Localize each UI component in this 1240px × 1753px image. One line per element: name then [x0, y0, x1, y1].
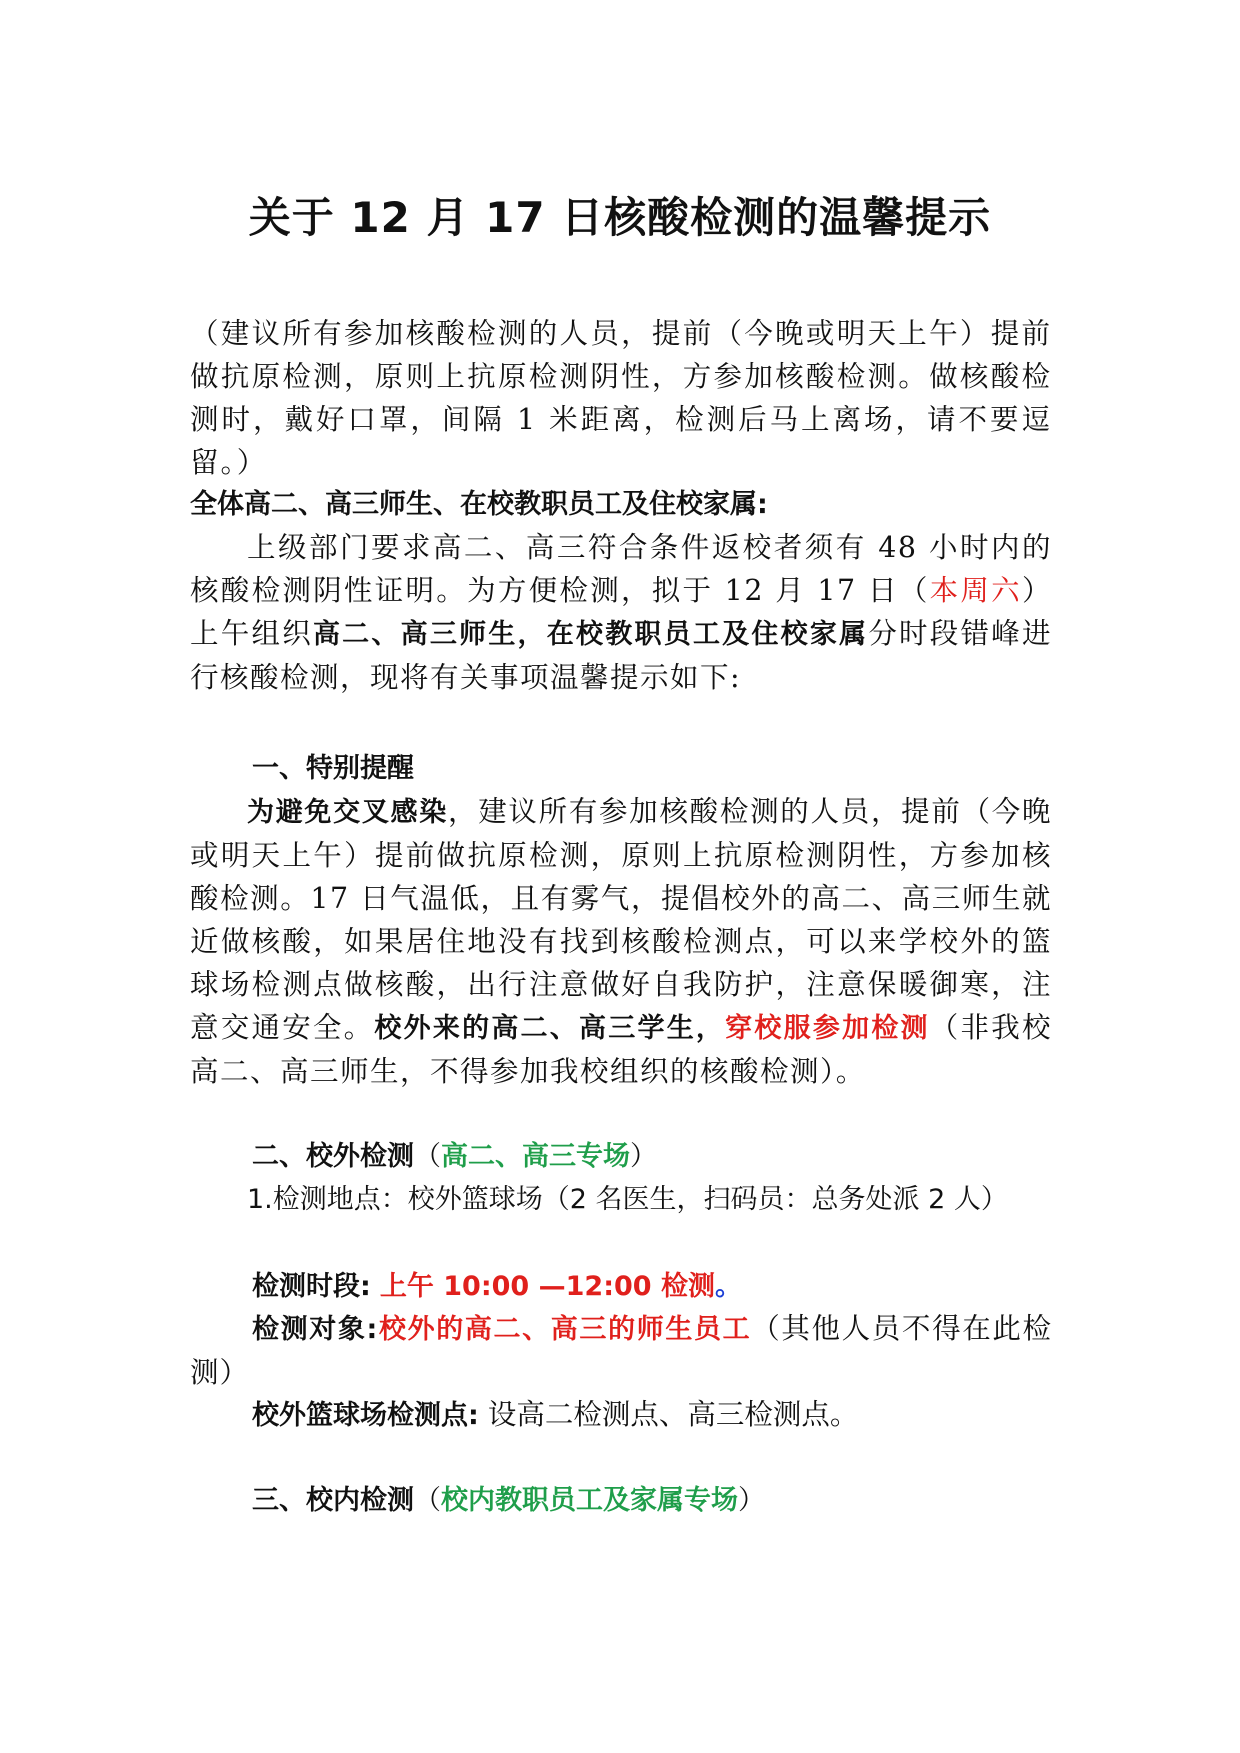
section2-heading: [252, 1135, 657, 1178]
section1-bold-notice: 校外来的高二、高三学生，: [374, 1013, 726, 1044]
time-value: 上午 10:00 —12:00 检测: [379, 1271, 715, 1302]
section2-time-line: [252, 1264, 742, 1308]
section1-paragraph: [190, 790, 1052, 1093]
section3-title: 三、校内检测: [252, 1485, 414, 1516]
section1-body-2: （非我校高二、高三师生，不得参加我校组织的核酸检测）。: [190, 1011, 1052, 1088]
section2-paren-close: ）: [630, 1141, 657, 1172]
target-note: （其他人员不得在此检测）: [190, 1312, 1052, 1389]
section3-green-label: 校内教职员工及家属专场: [441, 1485, 738, 1516]
document-title: 关于 12 月 17 日核酸检测的温馨提示: [248, 193, 992, 242]
intro-text-2: ）上午组织: [190, 574, 1052, 650]
section1-heading: 一、特别提醒: [252, 753, 414, 784]
section3-paren-open: （: [414, 1485, 441, 1516]
section2-location: 1.检测地点：校外篮球场（2 名医生，扫码员：总务处派 2 人）: [247, 1184, 1008, 1215]
intro-paragraph: [190, 526, 1052, 699]
time-label: 检测时段:: [252, 1271, 371, 1302]
advisory-note: （建议所有参加核酸检测的人员，提前（今晚或明天上午）提前做抗原检测，原则上抗原检测阴性，方参加核酸检测。做核酸检测时，戴好口罩，间隔 1 米距离，检测后马上离场，请不要逗留。）: [190, 317, 1052, 479]
highlight-day: 本周六: [929, 574, 1022, 607]
section1-uniform-notice: 穿校服参加检测: [725, 1013, 930, 1044]
court-label: 校外篮球场检测点:: [252, 1400, 479, 1431]
section3-heading: [252, 1479, 765, 1522]
target-label: 检测对象:: [252, 1314, 379, 1345]
intro-text-1: 上级部门要求高二、高三符合条件返校者须有 48 小时内的核酸检测阴性证明。为方便检测，拟于 12 月 17 日（: [190, 531, 1052, 607]
section2-court-line: [252, 1393, 858, 1437]
time-end: 。: [714, 1271, 742, 1302]
section2-paren-open: （: [414, 1141, 441, 1172]
section1-body-1: ，建议所有参加核酸检测的人员，提前（今晚或明天上午）提前做抗原检测，原则上抗原检测阴性，方参加核酸检测。17 日气温低，且有雾气，提倡校外的高二、高三师生就近做核酸，如果居住地没有找到核酸检测点，可以来学校外的篮球场检测点做核酸，出行注意做好自我防护，注意保暖御寒，注意交通安全。: [190, 795, 1052, 1044]
section2-green-label: 高二、高三专场: [441, 1141, 630, 1172]
section2-target-line: [190, 1307, 1052, 1394]
section3-paren-close: ）: [738, 1485, 765, 1516]
section2-title: 二、校外检测: [252, 1141, 414, 1172]
target-value: 校外的高二、高三的师生员工: [378, 1314, 752, 1345]
intro-text-3: 分时段错峰进行核酸检测，现将有关事项温馨提示如下:: [190, 617, 1052, 694]
court-value: 设高二检测点、高三检测点。: [487, 1398, 859, 1431]
intro-targets: 高二、高三师生，在校教职员工及住校家属: [312, 619, 869, 650]
salutation: 全体高二、高三师生、在校教职员工及住校家属:: [190, 489, 768, 520]
section1-lead: 为避免交叉感染: [247, 797, 448, 828]
